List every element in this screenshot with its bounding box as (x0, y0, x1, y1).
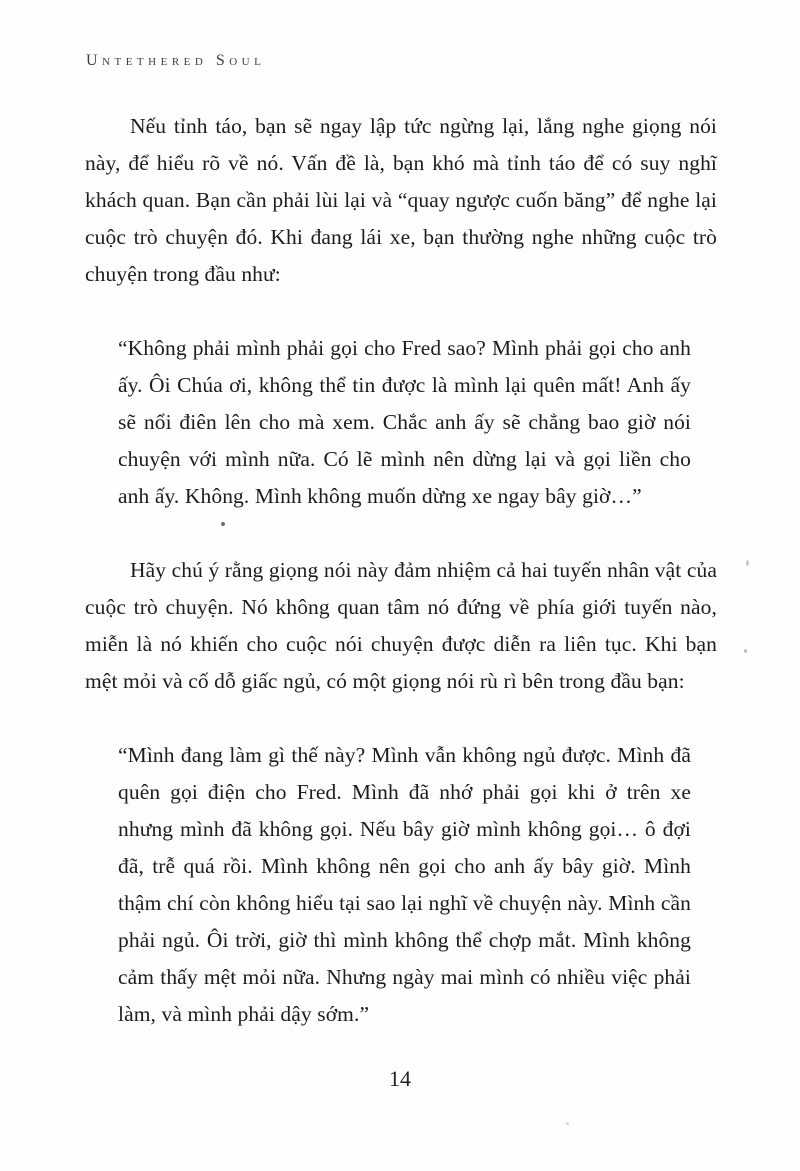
body-paragraph: Nếu tỉnh táo, bạn sẽ ngay lập tức ngừng lại, lắng nghe giọng nói này, để hiểu rõ về nó. Vấn đề là, bạn khó mà tỉnh táo để có suy nghĩ khách quan. Bạn cần phải lùi lại và “quay ngược cuốn băng” để nghe lại cuộc trò chuyện đó. Khi đang lái xe, bạn thường nghe những cuộc trò chuyện trong đầu như: (85, 114, 717, 286)
scan-speck (566, 1122, 569, 1125)
running-header: Untethered Soul (86, 52, 266, 69)
page-number: 14 (389, 1066, 411, 1091)
scan-speck (744, 649, 747, 653)
scan-speck (746, 560, 749, 566)
body-paragraph: Hãy chú ý rằng giọng nói này đảm nhiệm cả hai tuyến nhân vật của cuộc trò chuyện. Nó không quan tâm nó đứng về phía giới tuyến nào, miễn là nó khiến cho cuộc nói chuyện được diễn ra liên tục. Khi bạn mệt mỏi và cố dỗ giấc ngủ, có một giọng nói rù rì bên trong đầu bạn: (85, 558, 717, 693)
quote-paragraph: “Mình đang làm gì thế này? Mình vẫn không ngủ được. Mình đã quên gọi điện cho Fred. Mình đã nhớ phải gọi khi ở trên xe nhưng mình đã không gọi. Nếu bây giờ mình không gọi… ô đợi đã, trễ quá rồi. Mình không nên gọi cho anh ấy bây giờ. Mình thậm chí còn không hiểu tại sao lại nghĩ về chuyện này. Mình cần phải ngủ. Ôi trời, giờ thì mình không thể chợp mắt. Mình không cảm thấy mệt mỏi nữa. Nhưng ngày mai mình có nhiều việc phải làm, và mình phải dậy sớm.” (118, 743, 691, 1026)
page-body (85, 108, 717, 1070)
quote-paragraph: “Không phải mình phải gọi cho Fred sao? Mình phải gọi cho anh ấy. Ôi Chúa ơi, không thể tin được là mình lại quên mất! Anh ấy sẽ nổi điên lên cho mà xem. Chắc anh ấy sẽ chẳng bao giờ nói chuyện với mình nữa. Có lẽ mình nên dừng lại và gọi liền cho anh ấy. Không. Mình không muốn dừng xe ngay bây giờ…” (118, 336, 691, 508)
